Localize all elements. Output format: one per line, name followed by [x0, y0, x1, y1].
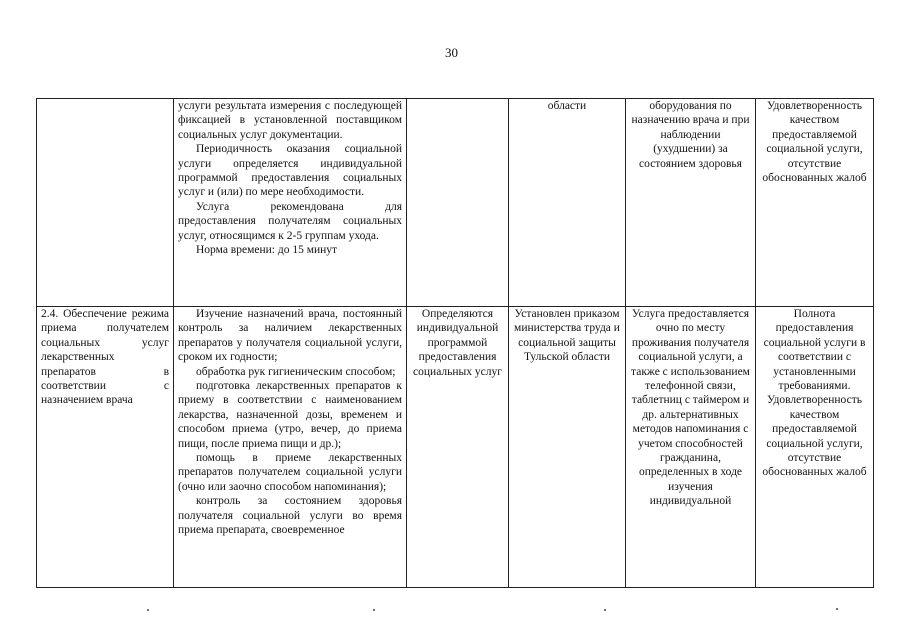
description-paragraph: услуги результата измерения с последующей фиксацией в установленной поставщиком социальных услуг документации.	[178, 100, 402, 141]
quality-indicators-cell: Полнота предоставления социальной услуги в соответствии с установленными требованиями. Удовлетворенность качеством предоставляемой социальной услуги, отсутствие обоснованных жалоб	[756, 307, 874, 588]
scan-artifacts	[0, 604, 903, 614]
service-description-cell	[174, 307, 407, 588]
services-table	[36, 98, 874, 588]
description-paragraph: подготовка лекарственных препаратов к приему в соответствии с наименованием лекарства, назначенной дозы, временем и способом приема (утро, вечер, до приема пищи, после приема пищи и др.);	[178, 380, 402, 450]
description-paragraph: Норма времени: до 15 минут	[196, 244, 338, 257]
service-name-cell: 2.4. Обеспечение режима приема получателем социальных услуг лекарственных препаратов в соответствии с назначением врача	[37, 307, 174, 588]
description-paragraph: Периодичность оказания социальной услуги определяется индивидуальной программой предоставления социальных услуг и (или) по мере необходимости.	[178, 143, 402, 199]
quality-indicators-cell: Удовлетворенность качеством предоставляемой социальной услуги, отсутствие обоснованных жалоб	[756, 99, 874, 307]
service-description-cell	[174, 99, 407, 307]
description-paragraph: Услуга рекомендована для предоставления получателям социальных услуг, относящимся к 2-5 группам ухода.	[178, 200, 402, 242]
scan-dot	[836, 608, 838, 610]
conditions-cell: Услуга предоставляется очно по месту проживания получателя социальной услуги, а также с использованием телефонной связи, таблетниц с таймером и др. альтернативных методов напоминания с учетом способностей гражданина, определенных в ходе изучения индивидуальной	[626, 307, 756, 588]
scan-dot	[147, 609, 149, 611]
description-paragraph: помощь в приеме лекарственных препаратов получателем социальной услуги (очно или заочно способом напоминания);	[178, 452, 402, 493]
conditions-cell: оборудования по назначению врача и при наблюдении (ухудшении) за состоянием здоровья	[626, 99, 756, 307]
service-name-cell	[37, 99, 174, 307]
table-row	[37, 307, 874, 588]
page-number: 30	[445, 45, 458, 60]
scan-dot	[373, 609, 375, 611]
tariff-cell: Установлен приказом министерства труда и социальной защиты Тульской области	[509, 307, 626, 588]
description-paragraph: обработка рук гигиеническим способом;	[196, 365, 396, 378]
scan-dot	[604, 609, 606, 611]
description-paragraph: контроль за состоянием здоровья получателя социальной услуги во время приема препарата, своевременное	[178, 495, 402, 537]
periodicity-cell: Определяются индивидуальной программой предоставления социальных услуг	[407, 307, 509, 588]
description-paragraph: Изучение назначений врача, постоянный контроль за наличием лекарственных препаратов у получателя социальной услуги, сроком их годности;	[178, 308, 402, 364]
tariff-cell: области	[509, 99, 626, 307]
table-row	[37, 99, 874, 307]
periodicity-cell	[407, 99, 509, 307]
